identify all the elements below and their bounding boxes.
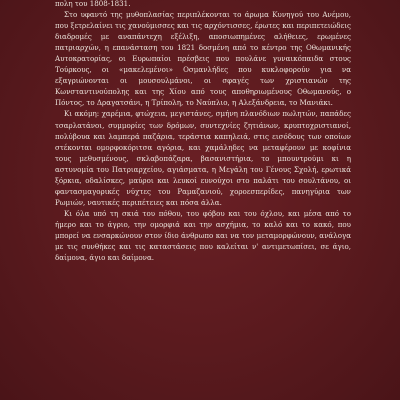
paragraph-1: πολη του 1808-1831. bbox=[55, 0, 131, 8]
paragraph-3: Κι ακόμη: χαρέμια, φτώχεια, μεγιστάνες, σμήνη πλανόδιων πωλητών, παπάδες τσαρλατάνοι, συμμορίες των δρόμων, συντεχνίες ζητιάνων, κρυπτοχριστιανοί, πολύβουα και λαμπερά παζάρια, τεράστια καπηλειά, στις εισόδους των οποίων στέκονται ομορφοκόριτσα αγόρια, και χαμάληδες να μεταφέρουν με κοφίνια τους μεθυσμένους, σκλαβοπάζαρα, βασανιστήρια, το μπουντρούμι κι η αστυνομία του Πατριαρχείου, αγιάσματα, η Μεγάλη του Γένους Σχολή, ερωτικά ξόρκια, οδαλίσκες, μαύροι και λευκοί ευνούχοι στο παλάτι του σουλτάνου, οι φαντασμαγορικές νύχτες του Ραμαζανιού, χοροεσπερίδες, πανηγύρια των Ρωμιών, ναυτικές περιπέτειες και πόσα άλλα. bbox=[55, 109, 351, 207]
blurb-text-block bbox=[55, 0, 351, 263]
paragraph-4: Κι όλα υπό τη σκιά του πόθου, του φόβου και του όχλου, και μέσα από το ήμερο και το άγριο, την ομορφιά και την ασχήμια, το καλό και το κακό, που μπορεί να ενσαρκώνουν στον ίδιο άνθρωπο και να τον μεταμορφώνουν, ανάλογα με τις συνθήκες και τις καταστάσεις που καλείται ν' αντιμετωπίσει, σε άγιο, δαίμονα, άγιο και δαίμονα. bbox=[55, 208, 351, 263]
paragraph-2: Στο υφαντό της μυθοπλασίας περιπλέκονται το άρωμα Κυνηγού του Ανέμου, που ξετρελαίνει τις χανούμισσες και τις αρχόντισσες, έρωτες και περιπετειώδεις διαδρομές με αναπάντεχη εξέλιξη, αποσιωπημένες αλήθειες, ερωμένες πατριαρχών, η επανάσταση του 1821 δοσμένη από το κέντρο της Οθωμανικής Αυτοκρατορίας, οι Ευρωπαίοι πρέσβεις που πουλάνε γυναικόπαιδα στους Τούρκους, οι «μακελεμένοι» Οσμανλήδες που κυκλοφορούν για να εξαγριώνονται οι μουσουλμάνοι, οι σφαγές των χριστιανών της Κωνσταντινούπολης και της Χίου από τους αποθηριωμένους Οθωμανούς, ο Πόντος, το Δραγατσάνι, η Τρίπολη, το Ναύπλιο, η Αλεξάνδρεια, το Μανιάκι. bbox=[55, 10, 351, 108]
